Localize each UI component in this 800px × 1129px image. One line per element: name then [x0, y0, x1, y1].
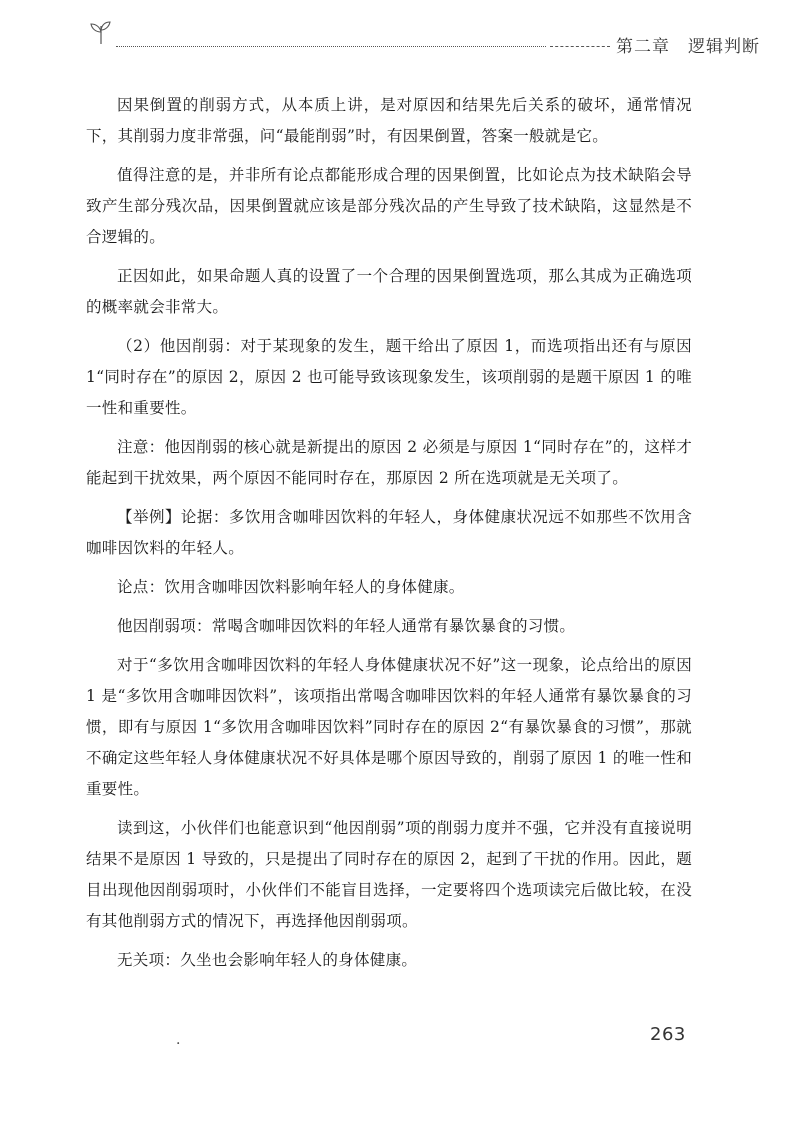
footer-mark: · — [176, 1036, 181, 1052]
page-header — [88, 18, 760, 58]
paragraph: 他因削弱项：常喝含咖啡因饮料的年轻人通常有暴饮暴食的习惯。 — [117, 617, 576, 635]
leaf-icon — [88, 20, 114, 46]
paragraph: 对于“多饮用含咖啡因饮料的年轻人身体健康状况不好”这一现象，论点给出的原因 1 是“多饮用含咖啡因饮料”，该项指出常喝含咖啡因饮料的年轻人通常有暴饮暴食的习惯，即有与原因 1“多饮用含咖啡因饮料”同时存在的原因 2“有暴饮暴食的习惯”，那就不确定这些年轻人身体健康状况不好具体是哪个原因导致的，削弱了原因 1 的唯一性和重要性。 — [86, 656, 692, 798]
paragraph: （2）他因削弱：对于某现象的发生，题干给出了原因 1，而选项指出还有与原因 1“同时存在”的原因 2，原因 2 也可能导致该现象发生，该项削弱的是题干原因 1 的唯一性和重要性。 — [86, 337, 692, 417]
page-body — [86, 90, 692, 976]
paragraph: 读到这，小伙伴们也能意识到“他因削弱”项的削弱力度并不强，它并没有直接说明结果不是原因 1 导致的，只是提出了同时存在的原因 2，起到了干扰的作用。因此，题目出现他因削弱项时，小伙伴们不能盲目选择，一定要将四个选项读完后做比较，在没有其他削弱方式的情况下，再选择他因削弱项。 — [86, 819, 692, 930]
paragraph: 无关项：久坐也会影响年轻人的身体健康。 — [117, 951, 418, 969]
header-dashed-rule — [550, 46, 610, 47]
paragraph: 因果倒置的削弱方式，从本质上讲，是对原因和结果先后关系的破坏，通常情况下，其削弱力度非常强，问“最能削弱”时，有因果倒置，答案一般就是它。 — [86, 96, 692, 145]
header-dotted-rule — [116, 46, 546, 47]
paragraph: 【举例】论据：多饮用含咖啡因饮料的年轻人，身体健康状况远不如那些不饮用含咖啡因饮料的年轻人。 — [86, 508, 692, 557]
paragraph: 论点：饮用含咖啡因饮料影响年轻人的身体健康。 — [117, 578, 465, 596]
paragraph: 注意：他因削弱的核心就是新提出的原因 2 必须是与原因 1“同时存在”的，这样才能起到干扰效果，两个原因不能同时存在，那原因 2 所在选项就是无关项了。 — [86, 438, 692, 487]
paragraph: 值得注意的是，并非所有论点都能形成合理的因果倒置，比如论点为技术缺陷会导致产生部分残次品，因果倒置就应该是部分残次品的产生导致了技术缺陷，这显然是不合逻辑的。 — [86, 166, 692, 246]
paragraph: 正因如此，如果命题人真的设置了一个合理的因果倒置选项，那么其成为正确选项的概率就会非常大。 — [86, 267, 692, 316]
chapter-title: 第二章 逻辑判断 — [616, 37, 760, 57]
page-number: 263 — [650, 1024, 686, 1045]
